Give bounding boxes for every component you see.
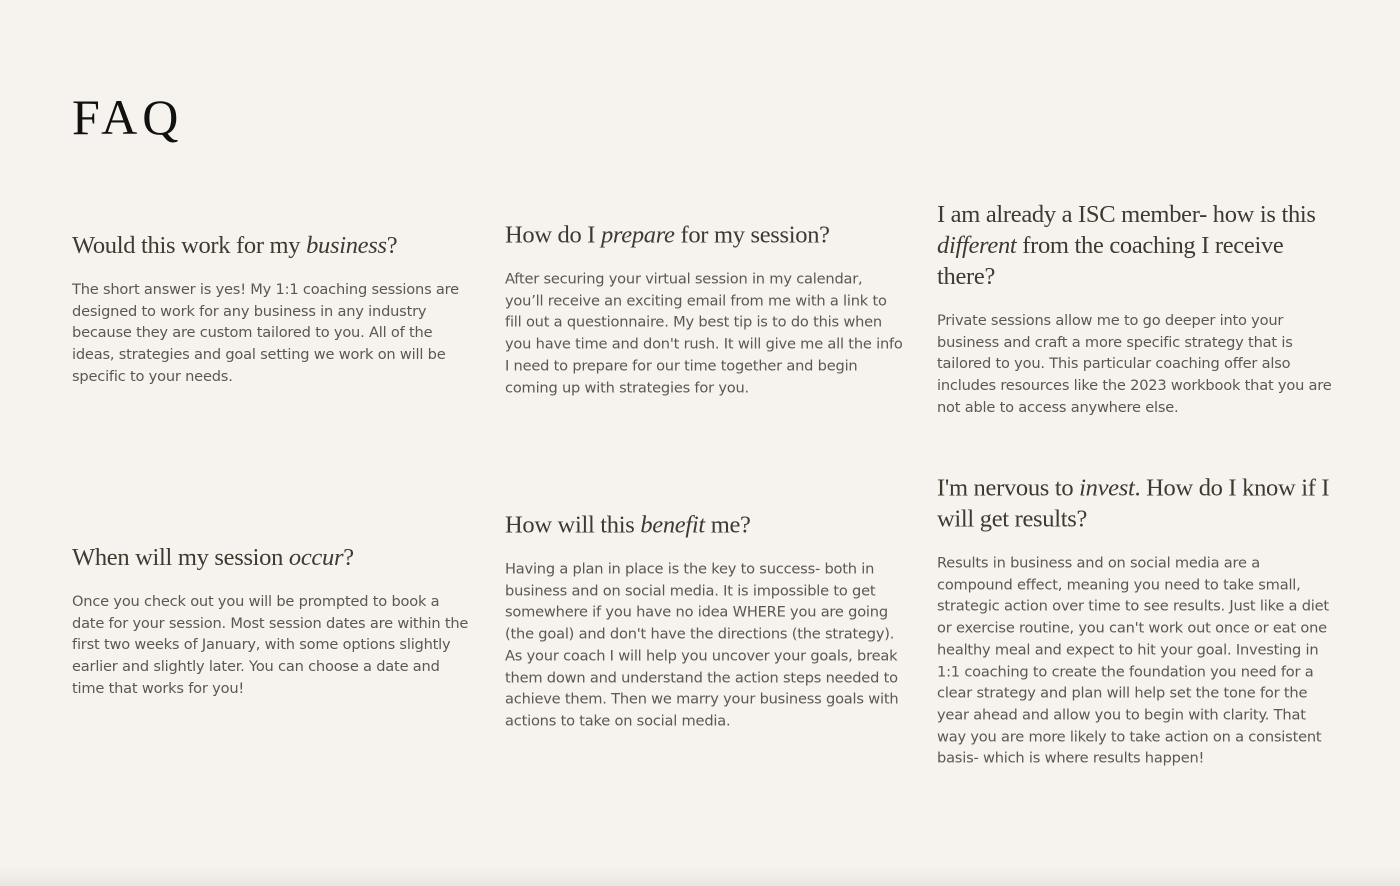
- question-emphasis: occur: [288, 544, 344, 572]
- faq-answer: Private sessions allow me to go deeper into your business and craft a more specific strategy that is tailored to you. This particular coaching offer also includes resources like the 2023 workbook that you are not able to access anywhere else.: [937, 312, 1332, 417]
- faq-item: [937, 472, 1337, 769]
- question-emphasis: different: [937, 232, 1017, 260]
- faq-item: [72, 542, 472, 700]
- question-emphasis: invest: [1079, 474, 1135, 502]
- faq-question: [72, 230, 472, 261]
- faq-question: [72, 542, 472, 573]
- faq-item: [505, 219, 905, 398]
- faq-question: [937, 199, 1337, 292]
- faq-item: [505, 510, 905, 733]
- question-text: Would this work for my: [72, 232, 307, 260]
- question-text: When will my session: [72, 544, 289, 572]
- question-text: I'm nervous to: [937, 474, 1080, 502]
- question-text: from the coaching I receive there?: [937, 232, 1284, 291]
- question-text: How do I: [505, 221, 601, 249]
- faq-question: [937, 472, 1337, 534]
- faq-item: [937, 199, 1337, 419]
- faq-answer: Once you check out you will be prompted to book a date for your session. Most session dates are within the first two weeks of January, with some options slightly earlier and slightly later. You can choose a date and time that works for you!: [72, 593, 469, 698]
- page-title: FAQ: [72, 89, 184, 145]
- question-text: ?: [343, 544, 354, 572]
- question-emphasis: business: [306, 232, 387, 260]
- faq-answer: After securing your virtual session in my calendar, you’ll receive an exciting email from me with a link to fill out a questionnaire. My best tip is to do this when you have time and don't rush. It will give me all the info I need to prepare for our time together and begin coming up with strategies for you.: [505, 270, 903, 396]
- question-emphasis: prepare: [600, 221, 675, 249]
- question-text: me?: [704, 511, 751, 539]
- faq-answer: Results in business and on social media are a compound effect, meaning you need to take small, strategic action over time to see results. Just like a diet or exercise routine, you can't work out once or eat one healthy meal and expect to hit your goal. Investing in 1:1 coaching to create the foundation you need for a clear strategy and plan will help set the tone for the year ahead and allow you to begin with clarity. That way you are more likely to take action on a consistent basis- which is where results happen!: [937, 554, 1329, 767]
- question-text: I am already a ISC member- how is this: [937, 201, 1316, 229]
- faq-item: [72, 230, 472, 388]
- faq-question: [505, 510, 905, 541]
- faq-answer: Having a plan in place is the key to success- both in business and on social media. It is impossible to get somewhere if you have no idea WHERE you are going (the goal) and don't have the directions (the strategy). As your coach I will help you uncover your goals, break them down and understand the action steps needed to achieve them. Then we marry your business goals with actions to take on social media.: [505, 560, 899, 730]
- bottom-shadow: [0, 866, 1400, 886]
- question-emphasis: benefit: [640, 511, 705, 539]
- question-text: . How do I know if I will get results?: [937, 474, 1330, 533]
- question-text: for my session?: [674, 221, 830, 249]
- faq-answer: The short answer is yes! My 1:1 coaching sessions are designed to work for any business in any industry because they are custom tailored to you. All of the ideas, strategies and goal setting we work on will be specific to your needs.: [72, 281, 459, 386]
- question-text: ?: [386, 232, 398, 260]
- faq-question: [505, 219, 905, 250]
- question-text: How will this: [505, 511, 641, 539]
